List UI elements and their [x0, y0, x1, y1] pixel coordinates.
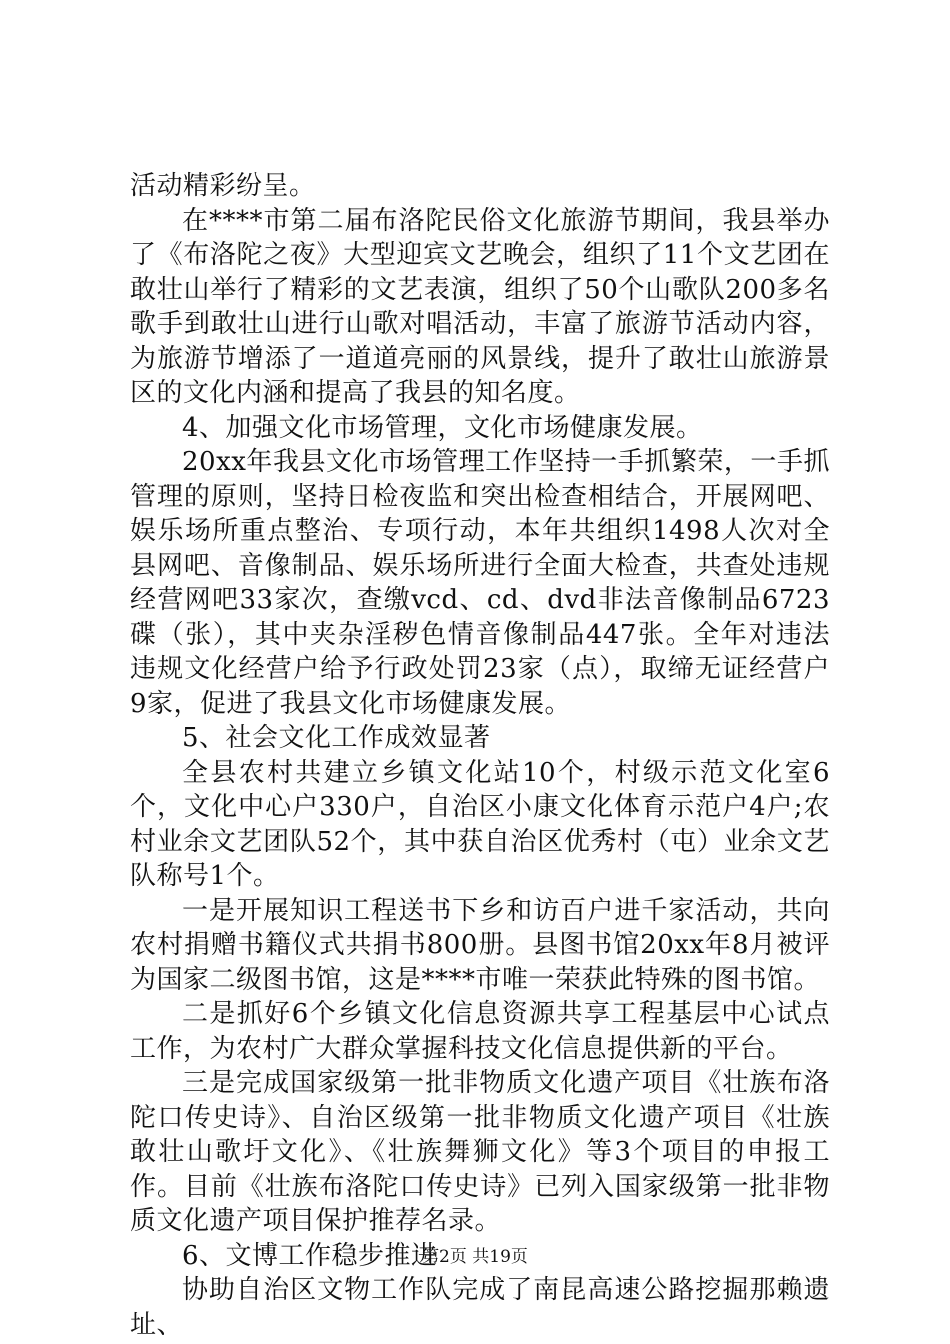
paragraph-7: 三是完成国家级第一批非物质文化遗产项目《壮族布洛陀口传史诗》、自治区级第一批非物质文化遗产项目《壮族敢壮山歌圩文化》、《壮族舞狮文化》等3个项目的申报工作。目前《壮族布洛陀口传史诗》已列入国家级第一批非物质文化遗产项目保护推荐名录。: [130, 1068, 830, 1236]
page-footer: 第2页 共19页: [422, 1247, 528, 1267]
paragraph-2: 在****市第二届布洛陀民俗文化旅游节期间，我县举办了《布洛陀之夜》大型迎宾文艺晚会，组织了11个文艺团在敢壮山举行了精彩的文艺表演，组织了50个山歌队200多名歌手到敢壮山进行山歌对唱活动，丰富了旅游节活动内容，为旅游节增添了一道道亮丽的风景线，提升了敢壮山旅游景区的文化内涵和提高了我县的知名度。: [130, 205, 830, 408]
paragraph-1: 活动精彩纷呈。: [130, 171, 316, 201]
paragraph-6: 二是抓好6个乡镇文化信息资源共享工程基层中心试点工作，为农村广大群众掌握科技文化信息提供新的平台。: [130, 999, 830, 1064]
paragraph-8: 协助自治区文物工作队完成了南昆高速公路挖掘那赖遗址、: [130, 1275, 830, 1340]
section-heading-4: 4、加强文化市场管理，文化市场健康发展。: [182, 412, 703, 443]
paragraph-4: 全县农村共建立乡镇文化站10个，村级示范文化室6个，文化中心户330户，自治区小康文化体育示范户4户;农村业余文艺团队52个，其中获自治区优秀村（屯）业余文艺队称号1个。: [130, 757, 830, 891]
paragraph-3: 20xx年我县文化市场管理工作坚持一手抓繁荣，一手抓管理的原则，坚持日检夜监和突出检查相结合，开展网吧、娱乐场所重点整治、专项行动，本年共组织1498人次对全县网吧、音像制品、娱乐场所进行全面大检查，共查处违规经营网吧33家次，查缴vcd、cd、dvd非法音像制品6723碟（张），其中夹杂淫秽色情音像制品447张。全年对违法违规文化经营户给予行政处罚23家（点），取缔无证经营户9家，促进了我县文化市场健康发展。: [130, 447, 830, 719]
body-text: [130, 169, 830, 1342]
section-heading-6: 6、文博工作稳步推进: [182, 1240, 438, 1271]
paragraph-5: 一是开展知识工程送书下乡和访百户进千家活动，共向农村捐赠书籍仪式共捐书800册。县图书馆20xx年8月被评为国家二级图书馆，这是****市唯一荣获此特殊的图书馆。: [130, 895, 830, 995]
section-heading-5: 5、社会文化工作成效显著: [182, 723, 491, 753]
